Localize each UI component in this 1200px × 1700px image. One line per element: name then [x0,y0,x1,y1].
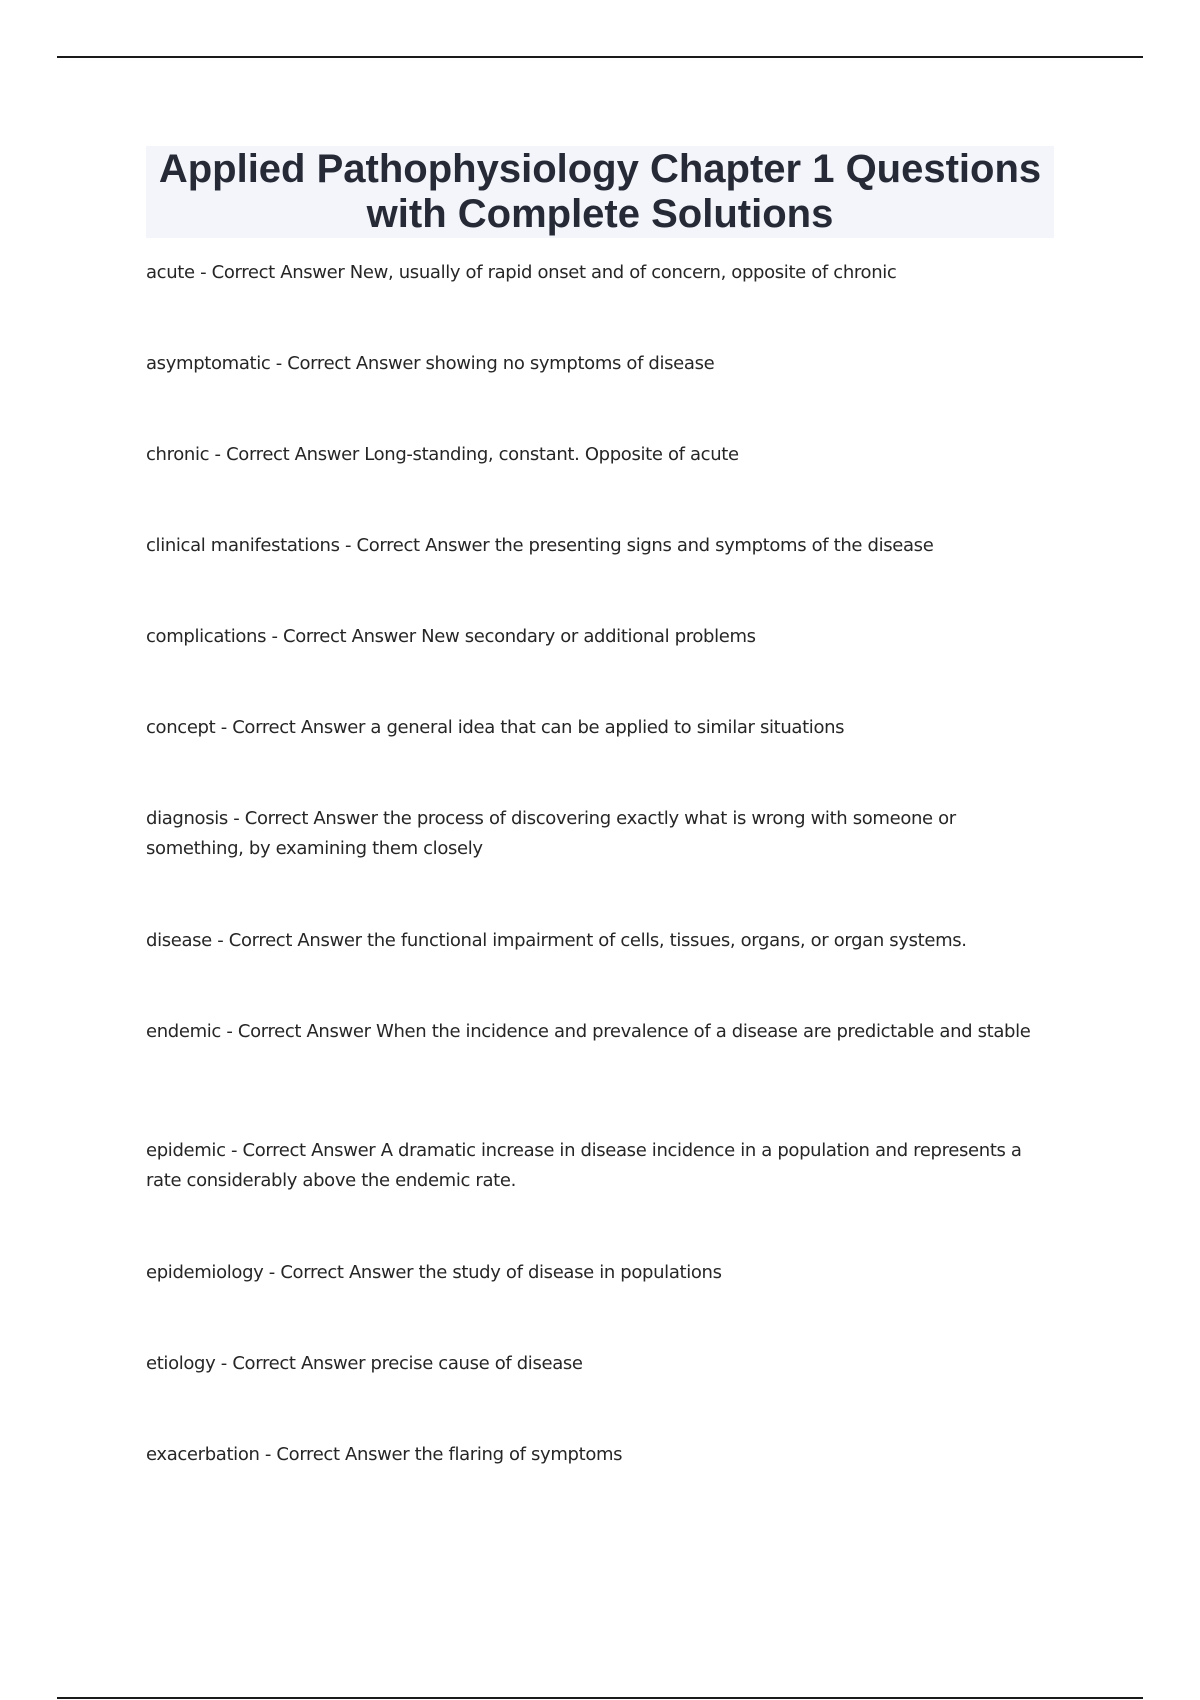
document-title [146,146,1054,238]
entry-diagnosis: diagnosis - Correct Answer the process of discovering exactly what is wrong with someone or something, by examining them closely [146,808,956,859]
title-line-2: with Complete Solutions [366,192,834,236]
entry-endemic: endemic - Correct Answer When the incidence and prevalence of a disease are predictable and stable [146,1021,1031,1042]
entry-etiology: etiology - Correct Answer precise cause of disease [146,1353,583,1374]
top-rule [57,56,1143,58]
entry-epidemic: epidemic - Correct Answer A dramatic increase in disease incidence in a population and represents a rate considerably above the endemic rate. [146,1140,1022,1191]
entry-exacerbation: exacerbation - Correct Answer the flaring of symptoms [146,1444,623,1465]
bottom-rule [57,1697,1143,1699]
entry-clinical-manifestations: clinical manifestations - Correct Answer the presenting signs and symptoms of the disease [146,535,934,556]
entry-acute: acute - Correct Answer New, usually of rapid onset and of concern, opposite of chronic [146,262,897,283]
entry-complications: complications - Correct Answer New secondary or additional problems [146,626,756,647]
entry-chronic: chronic - Correct Answer Long-standing, constant. Opposite of acute [146,444,739,465]
title-line-1: Applied Pathophysiology Chapter 1 Questions [158,147,1042,191]
entry-disease: disease - Correct Answer the functional impairment of cells, tissues, organs, or organ systems. [146,930,967,951]
entry-concept: concept - Correct Answer a general idea that can be applied to similar situations [146,717,845,738]
entry-asymptomatic: asymptomatic - Correct Answer showing no symptoms of disease [146,353,715,374]
entry-epidemiology: epidemiology - Correct Answer the study of disease in populations [146,1262,722,1283]
